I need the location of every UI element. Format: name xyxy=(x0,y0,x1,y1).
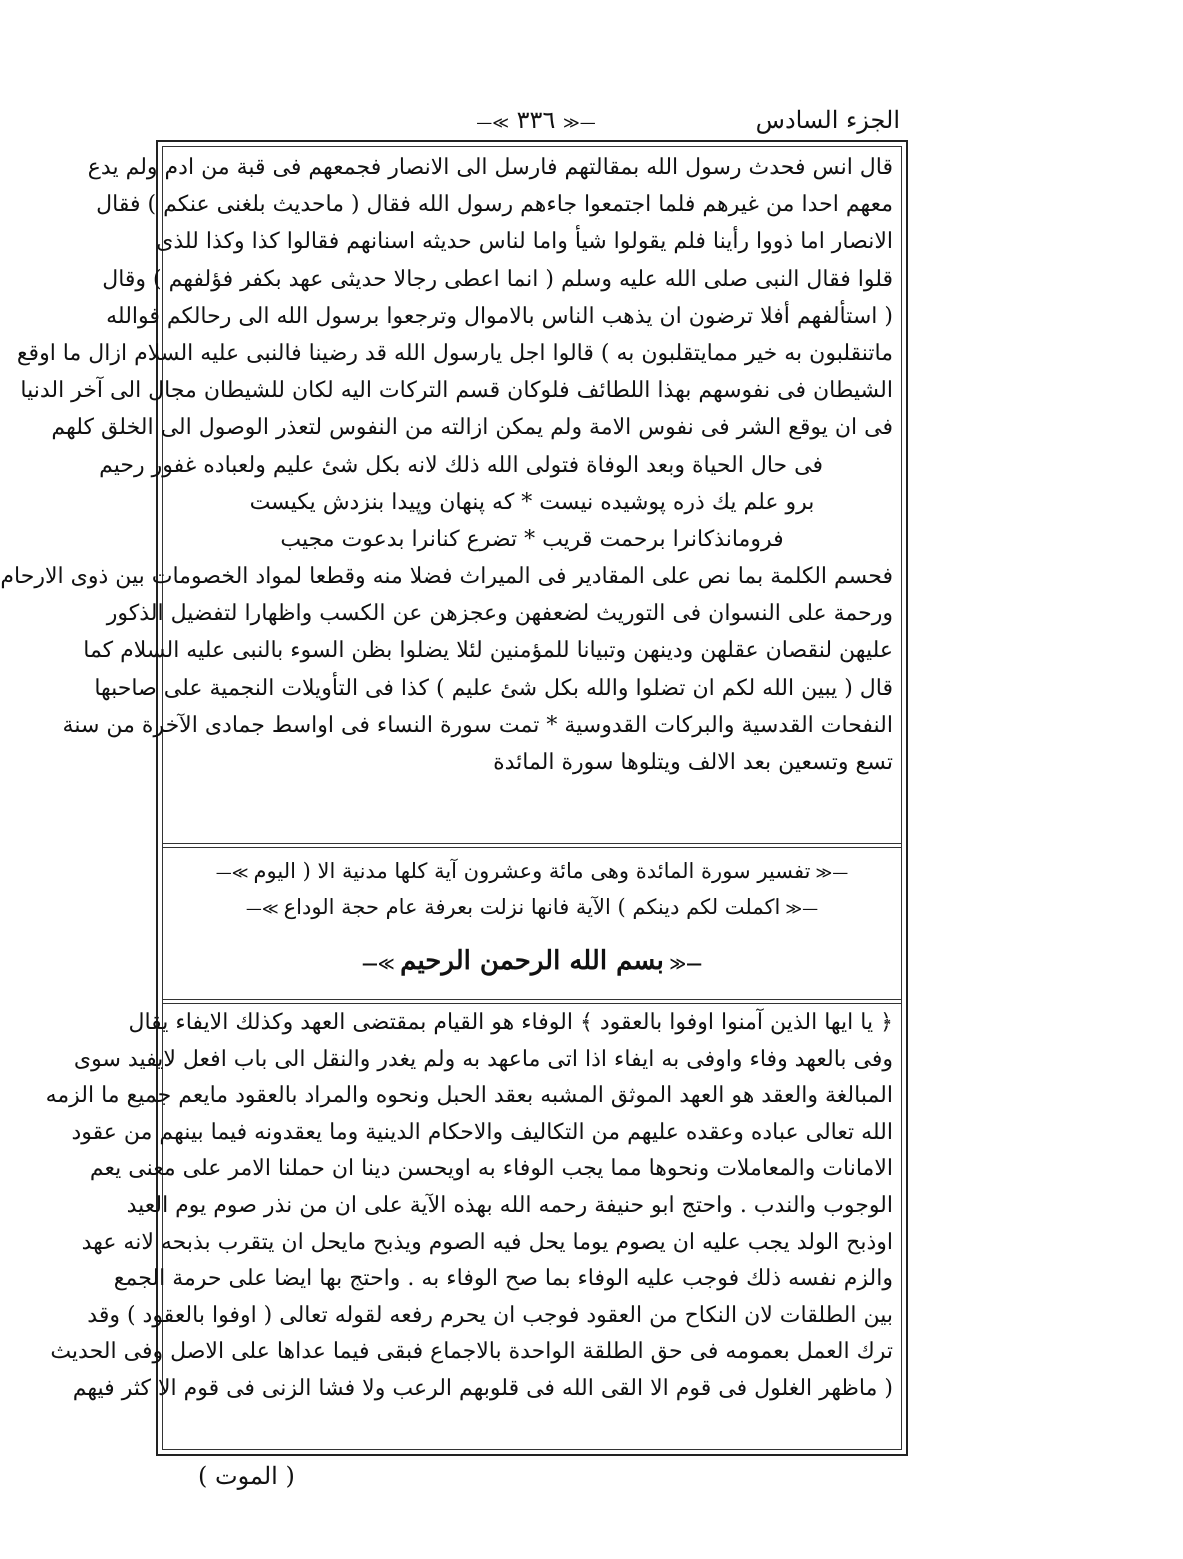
basmala: —≪ بسم الله الرحمن الرحيم ≫— xyxy=(361,946,703,976)
text-line: ترك العمل بعمومه فى حق الطلقة الواحدة بالاجماع فبقى فيما عداها على الاصل وفى الحديث xyxy=(50,1339,893,1365)
part-name: الجزء السادس xyxy=(755,106,900,134)
text-line: ( ماظهر الغلول فى قوم الا القى الله فى قلوبهم الرعب ولا فشا الزنى فى قوم الا كثر فيهم xyxy=(72,1375,893,1401)
ornament-icon: ≫— xyxy=(361,954,401,973)
surah-title-line: —≪ تفسير سورة المائدة وهى مائة وعشرون آية كلها مدنية الا ( اليوم ≫— xyxy=(215,859,849,883)
text-line: فى ان يوقع الشر فى نفوس الامة ولم يمكن ازالته من النفوس لتعذر الوصول الى الخلق كلهم xyxy=(51,415,893,441)
ornament-icon: —≪ xyxy=(810,863,849,882)
text-line: وفى بالعهد وفاء واوفى به ايفاء اذا اتى ماعهد به ولم يغدر والنقل الى باب افعل لايفيد سوى xyxy=(73,1046,893,1072)
section-divider xyxy=(163,999,901,1004)
text-line: تسع وتسعين بعد الالف ويتلوها سورة المائدة xyxy=(493,750,893,775)
text-line: الله تعالى عباده وعقده عليهم من التكاليف والاحكام الدينية وما يعقدونه فيما بينهم من عقود xyxy=(71,1119,893,1145)
catchword: ( الموت ) xyxy=(198,1462,295,1490)
running-header xyxy=(156,103,908,137)
text-frame-inner xyxy=(0,146,902,1450)
text-line: بين الطلقات لان النكاح من العقود فوجب ان يحرم رفعه لقوله تعالى ( اوفوا بالعقود ) وقد xyxy=(87,1302,893,1328)
top-text-block xyxy=(0,149,893,781)
text-line: النفحات القدسية والبركات القدوسية * تمت سورة النساء فى اواسط جمادى الآخرة من سنة xyxy=(62,712,893,738)
section-divider xyxy=(163,843,901,848)
left-ornament-icon: —≪ xyxy=(476,113,510,132)
text-line: المبالغة والعقد هو العهد الموثق المشبه بعقد الحبل ونحوه والمراد بالعقود مايعم جميع ما الزمه xyxy=(45,1083,893,1109)
text-line: ورحمة على النسوان فى التوريث لضعفهن وعجزهن عن الكسب واظهارا لتفضيل الذكور xyxy=(106,601,893,627)
ornament-icon: ≫— xyxy=(245,899,284,918)
bottom-text-block xyxy=(45,1005,893,1408)
right-ornament-icon: ≫— xyxy=(562,113,596,132)
page-number: ٣٣٦ xyxy=(516,106,556,134)
surah-title-line: —≪ اكملت لكم دينكم ) الآية فانها نزلت بعرفة عام حجة الوداع ≫— xyxy=(245,895,819,919)
text-line: والزم نفسه ذلك فوجب عليه الوفاء بما صح الوفاء به . واحتج بها ايضا على حرمة الجمع xyxy=(113,1266,893,1292)
ornament-icon: —≪ xyxy=(663,954,703,973)
text-frame xyxy=(0,140,908,1456)
ornament-icon: —≪ xyxy=(780,899,819,918)
surah-title-box xyxy=(171,853,893,1001)
text-line: قال انس فحدث رسول الله بمقالتهم فارسل الى الانصار فجمعهم فى قبة من ادم ولم يدع xyxy=(87,155,893,180)
ornament-icon: ≫— xyxy=(215,863,254,882)
poem-line: برو علم يك ذره پوشيده نيست * كه پنهان وپيدا بنزدش يكيست xyxy=(249,489,815,515)
text-line: معهم احدا من غيرهم فلما اجتمعوا جاءهم رسول الله فقال ( ماحديث بلغنى عنكم ) فقال xyxy=(96,192,893,218)
text-line: الامانات والمعاملات ونحوها مما يجب الوفاء به اويحسن دينا ان حملنا الامر على معنى يعم xyxy=(89,1156,893,1182)
text-line: ماتنقلبون به خير ممايتقلبون به ) قالوا اجل يارسول الله قد رضينا فالنبى عليه السلام ازال ما اوقع xyxy=(16,340,893,366)
text-line: فحسم الكلمة بما نص على المقادير فى الميراث فضلا منه وقطعا لمواد الخصومات بين ذوى الارحام xyxy=(0,564,893,590)
text-line: الانصار اما ذووا رأينا فلم يقولوا شيأ واما لناس حديثه اسنانهم فقالوا كذا وكذا للذى xyxy=(156,229,893,255)
text-line: عليهن لنقصان عقلهن ودينهن وتبيانا للمؤمنين لئلا يضلوا بظن السوء بالنبى عليه السلام كما xyxy=(83,638,893,664)
text-line: الشيطان فى نفوسهم بهذا اللطائف فلوكان قسم التركات اليه لكان للشيطان مجال الى آخر الدنيا xyxy=(20,378,893,404)
text-line: ﴿ يا ايها الذين آمنوا اوفوا بالعقود ﴾ الوفاء هو القيام بمقتضى العهد وكذلك الايفاء يقال xyxy=(128,1010,893,1035)
text-line: قلوا فقال النبى صلى الله عليه وسلم ( انما اعطى رجالا حديثى عهد بكفر فؤلفهم ) وقال xyxy=(102,266,893,292)
poem-line: فرومانذكانرا برحمت قريب * تضرع كنانرا بدعوت مجيب xyxy=(280,526,784,552)
page-number-group xyxy=(461,103,611,140)
text-line: ( استألفهم أفلا ترضون ان يذهب الناس بالاموال وترجعوا برسول الله الى رحالكم فوالله xyxy=(106,303,893,329)
text-line: اوذبح الولد يجب عليه ان يصوم يوما يحل فيه الصوم ويذبح مايحل ان يتقرب بذبحه لانه عهد xyxy=(81,1229,893,1255)
text-line: الوجوب والندب . واحتج ابو حنيفة رحمه الله بهذه الآية على ان من نذر صوم يوم العيد xyxy=(126,1192,893,1218)
text-line: قال ( يبين الله لكم ان تضلوا والله بكل شئ عليم ) كذا فى التأويلات النجمية على صاحبها xyxy=(94,675,893,701)
text-line: فى حال الحياة وبعد الوفاة فتولى الله ذلك لانه بكل شئ عليم ولعباده غفور رحيم xyxy=(99,452,823,478)
